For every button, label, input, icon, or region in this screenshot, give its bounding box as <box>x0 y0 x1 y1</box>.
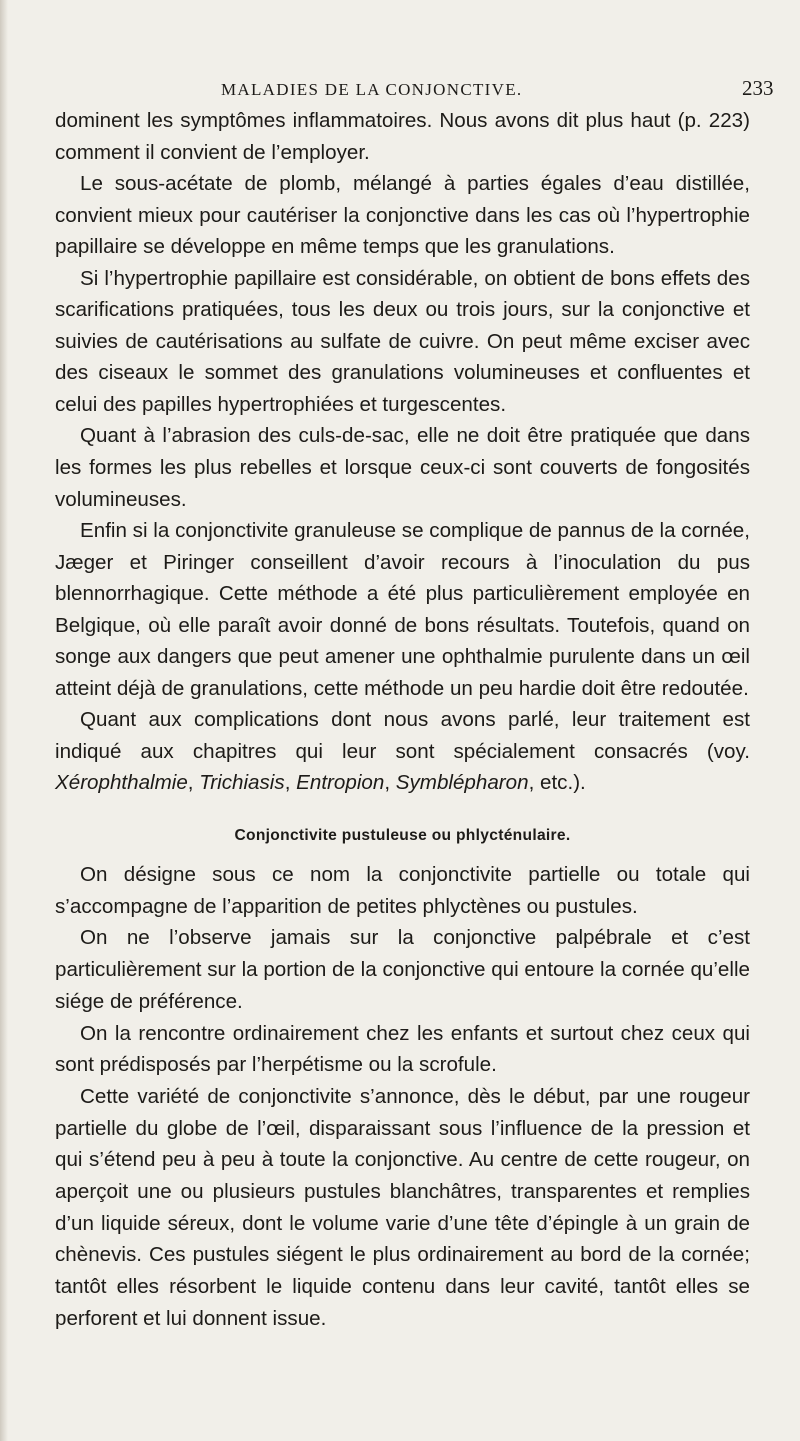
running-title: MALADIES DE LA CONJONCTIVE. <box>221 80 523 99</box>
text-run: , <box>187 771 200 795</box>
italic-term: Trichiasis <box>199 771 285 795</box>
section-heading: Conjonctivite pustuleuse ou phlycténulaire. <box>234 827 571 845</box>
text-run: Quant à l’abrasion des culs-de-sac, elle ne doit être pratiquée que dans les formes les plus rebelles et lorsque ceux-ci sont couverts de fongosités volumineuses. <box>55 424 750 511</box>
italic-term: Symblépharon <box>395 771 529 795</box>
text-run: Enfin si la conjonctivite granuleuse se complique de pannus de la cornée, Jæger et Piringer conseillent d’avoir recours à l’inoculation du pus blennorrhagique. Cette méthode a été plus particulièrement employée en Belgique, où elle paraît avoir donné de bons résultats. Toutefois, quand on songe aux dangers que peut amener une ophthalmie purulente dans un œil atteint déjà de granulations, cette méthode un peu hardie doit être redoutée. <box>55 519 750 700</box>
text-run: Cette variété de conjonctivite s’annonce, dès le début, par une rougeur partielle du globe de l’œil, disparaissant sous l’influence de la pression et qui s’étend peu à peu à toute la conjonctive. Au centre de cette rougeur, on aperçoit une ou plusieurs pustules blanchâtres, transparentes et remplies d’un liquide séreux, dont le volume varie d’une tête d’épingle à un grain de chènevis. Ces pustules siégent le plus ordinairement au bord de la cornée; tantôt elles résorbent le liquide contenu dans leur cavité, tantôt elles se perforent et lui donnent issue. <box>55 1084 750 1330</box>
paragraph <box>55 1018 750 1081</box>
text-run: , <box>284 771 297 795</box>
text-run: On ne l’observe jamais sur la conjonctive palpébrale et c’est particulièrement sur la portion de la conjonctive qui entoure la cornée qu’elle siége de préférence. <box>55 926 750 1013</box>
text-run: Si l’hypertrophie papillaire est considérable, on obtient de bons effets des scarifications pratiquées, tous les deux ou trois jours, sur la conjonctive et suivies de cautérisations au sulfate de cuivre. On peut même exciser avec des ciseaux le sommet des granulations volumineuses et confluentes et celui des papilles hypertrophiées et turgescentes. <box>55 266 750 416</box>
paragraph <box>55 1081 750 1335</box>
italic-term: Entropion <box>296 771 385 795</box>
paragraph <box>55 515 750 704</box>
paragraph <box>55 859 750 922</box>
italic-term: Xérophthalmie <box>55 771 188 795</box>
text-run: On la rencontre ordinairement chez les enfants et surtout chez ceux qui sont prédisposés par l’herpétisme ou la scrofule. <box>55 1021 750 1077</box>
paragraph <box>55 263 750 421</box>
paragraph <box>55 922 750 1017</box>
paragraph <box>55 168 750 263</box>
page-binding-shadow <box>0 0 8 1441</box>
page-number: 233 <box>742 76 774 100</box>
text-run: , etc.). <box>528 771 586 795</box>
section-body <box>55 859 750 1335</box>
text-run: , <box>384 771 396 795</box>
paragraph <box>55 704 750 799</box>
text-run: Le sous-acétate de plomb, mélangé à parties égales d’eau distillée, convient mieux pour cautériser la conjonctive dans les cas où l’hypertrophie papillaire se développe en même temps que les granulations. <box>55 172 750 259</box>
paragraph <box>55 105 750 168</box>
text-run: dominent les symptômes inflammatoires. Nous avons dit plus haut (p. 223) comment il convient de l’employer. <box>55 109 750 164</box>
text-run: On désigne sous ce nom la conjonctivite partielle ou totale qui s’accompagne de l’apparition de petites phlyctènes ou pustules. <box>55 863 750 918</box>
paragraph <box>55 420 750 515</box>
text-run: Quant aux complications dont nous avons parlé, leur traitement est indiqué aux chapitres qui leur sont spécialement consacrés (voy. <box>55 708 750 763</box>
page-body <box>55 105 750 1335</box>
